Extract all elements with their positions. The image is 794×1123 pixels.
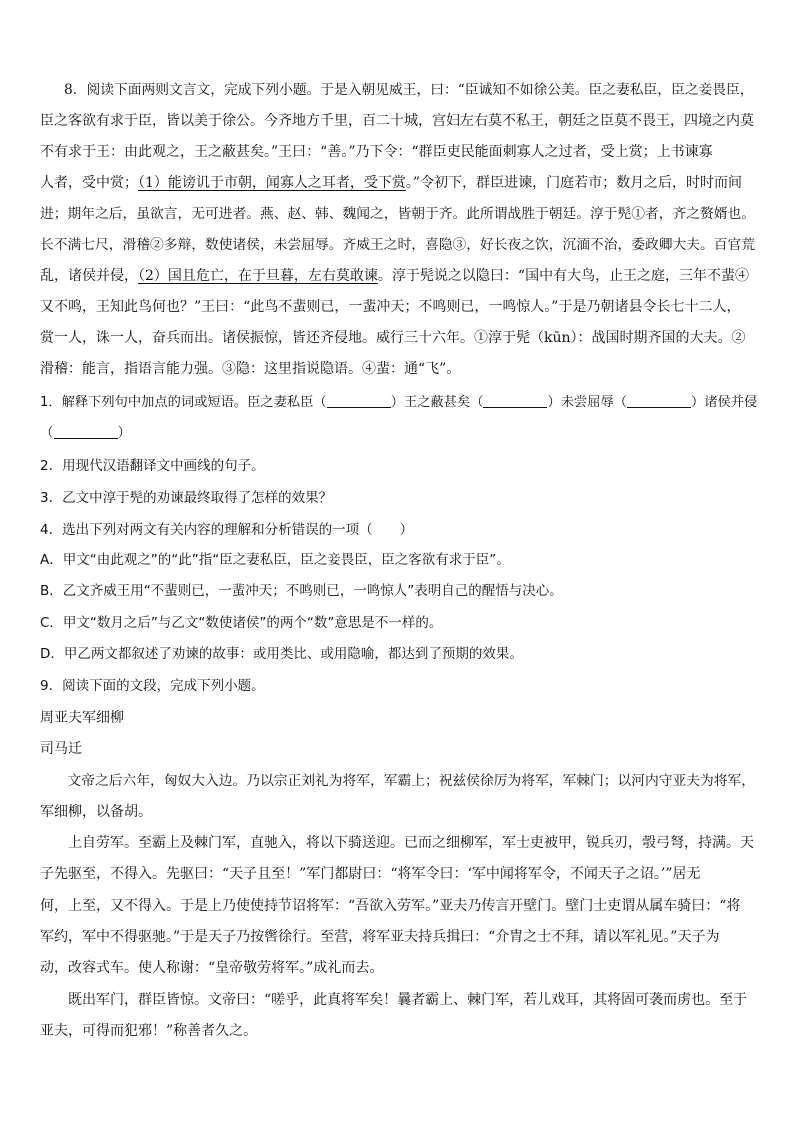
passage-line (40, 235, 755, 255)
option-a[interactable]: A．甲文“由此观之”的“此”指“臣之妻私臣，臣之妾畏臣，臣之客欲有求于臣”。 (40, 552, 510, 568)
passage-text: 8．阅读下面两则文言文，完成下列小题。于是入朝见威王，曰：“臣诚知不如徐公美。臣之妻私臣，臣之妾畏臣， (64, 82, 754, 98)
option-c[interactable]: C．甲文“数月之后”与乙文“数使诸侯”的两个“数”意思是不一样的。 (40, 615, 443, 631)
article-line: 动，改容式车。使人称谢：“皇帝敬劳将军。”成礼而去。 (40, 960, 384, 976)
article-line: 上自劳军。至霸上及棘门军，直驰入，将以下骑送迎。已而之细柳军，军士吏被甲，锐兵刃，彀弓弩，持满。天 (40, 835, 754, 851)
passage-line (40, 297, 740, 317)
q1-text: ） (117, 425, 131, 441)
underlined-sentence-2: （2）国且危亡，在于旦暮，左右莫敢谏 (138, 268, 378, 284)
option-d[interactable]: D．甲乙两文都叙述了劝谏的故事：或用类比、或用隐喻，都达到了预期的效果。 (40, 646, 523, 662)
question-3: 3．乙文中淳于髡的劝谏最终取得了怎样的效果？ (40, 490, 333, 506)
answer-blank[interactable] (483, 393, 547, 408)
q1-text: （ (40, 425, 54, 441)
answer-blank[interactable] (54, 424, 118, 439)
article-line: 文帝之后六年，匈奴大入边。乃以宗正刘礼为将军，军霸上；祝兹侯徐厉为将军，军棘门；以河内守亚夫为将军， (40, 773, 756, 789)
passage-text: 又不鸣，王知此鸟何也？”王曰：“此鸟不蜚则已，一蜚冲天；不鸣则已，一鸣惊人。”于是乃朝诸县令长七十二人， (40, 299, 741, 315)
question-1 (40, 393, 757, 413)
passage-text: 乱，诸侯并侵， (40, 268, 138, 284)
passage-line (40, 359, 460, 379)
passage-line (40, 111, 754, 131)
passage-line (40, 328, 746, 348)
passage-text: 人者，受中赏； (40, 175, 138, 191)
passage-text: 滑稽：能言，指语言能力强。③隐：这里指说隐语。④蜚：通“飞”。 (40, 361, 461, 377)
passage-line (40, 173, 742, 193)
passage-text: 赏一人，诛一人，奋兵而出。诸侯振惊，皆还齐侵地。威行三十六年。①淳于髡（kūn）：战国时期齐国的大夫。② (40, 330, 746, 346)
question-2: 2．用现代汉语翻译文中画线的句子。 (40, 458, 265, 474)
answer-blank[interactable] (327, 393, 391, 408)
article-line: 亚夫，可得而犯邪！”称善者久之。 (40, 1023, 258, 1039)
passage-line (40, 204, 755, 224)
question-4: 4．选出下列对两文有关内容的理解和分析错误的一项（ ） (40, 522, 414, 538)
question-1-continued (40, 423, 131, 443)
q1-text: ）诸侯并侵 (690, 395, 758, 410)
article-line: 军细柳，以备胡。 (40, 804, 152, 820)
passage-line (64, 80, 754, 100)
passage-line (40, 142, 713, 162)
question-9: 9．阅读下面的文段，完成下列小题。 (40, 678, 265, 694)
passage-text: 。淳于髡说之以隐曰：“国中有大鸟，止王之庭，三年不蜚④ (377, 268, 750, 284)
answer-blank[interactable] (627, 393, 691, 408)
passage-text: 长不满七尺，滑稽②多辩，数使诸侯，未尝屈辱。齐威王之时，喜隐③，好长夜之饮，沉湎不治，委政卿大夫。百官荒 (40, 237, 756, 253)
passage-text: 臣之客欲有求于臣，皆以美于徐公。今齐地方千里，百二十城，宫妇左右莫不私王，朝廷之臣莫不畏王，四境之内莫 (40, 113, 754, 129)
article-author: 司马迁 (40, 741, 82, 757)
article-line: 既出军门，群臣皆惊。文帝曰：“嗟乎，此真将军矣！曩者霸上、棘门军，若儿戏耳，其将固可袭而虏也。至于 (40, 992, 748, 1008)
underlined-sentence-1: （1）能谤讥于市朝，闻寡人之耳者，受下赏 (138, 175, 406, 191)
article-line: 何，上至，又不得入。于是上乃使使持节诏将军：“吾欲入劳军。”亚夫乃传言开壁门。壁门士吏谓从属车骑曰：“将 (40, 898, 741, 914)
option-b[interactable]: B．乙文齐威王用“不蜚则已，一蜚冲天；不鸣则已，一鸣惊人”表明自己的醒悟与决心。 (40, 583, 563, 599)
article-line: 军约，军中不得驱驰。”于是天子乃按辔徐行。至营，将军亚夫持兵揖曰：“介胄之士不拜，请以军礼见。”天子为 (40, 929, 720, 945)
passage-text: 。”令初下，群臣进谏，门庭若市；数月之后，时时而间 (405, 175, 743, 191)
q1-text: 1．解释下列句中加点的词或短语。臣之妻私臣（ (40, 395, 327, 410)
passage-line (40, 266, 749, 286)
q1-text: ）未尝屈辱（ (547, 395, 627, 410)
passage-text: 不有求于王：由此观之，王之蔽甚矣。”王曰：“善。”乃下令：“群臣吏民能面刺寡人之过者，受上赏；上书谏寡 (40, 144, 713, 160)
article-title: 周亚夫军细柳 (40, 710, 124, 726)
q1-text: ）王之蔽甚矣（ (390, 395, 484, 410)
passage-text: 进；期年之后，虽欲言，无可进者。燕、赵、韩、魏闻之，皆朝于齐。此所谓战胜于朝廷。淳于髡①者，齐之赘婿也。 (40, 206, 756, 222)
article-line: 子先驱至，不得入。先驱曰：“天子且至！”军门都尉曰：“将军令曰：‘军中闻将军令，不闻天子之诏。’”居无 (40, 866, 701, 882)
